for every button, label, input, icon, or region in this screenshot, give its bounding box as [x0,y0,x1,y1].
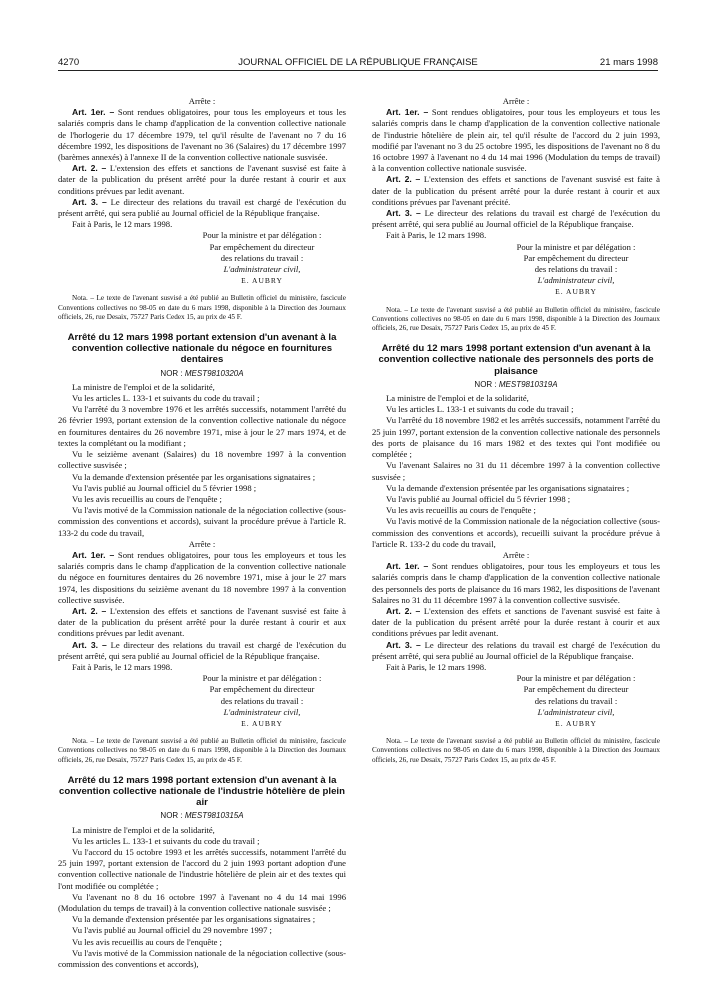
arrete-label: Arrête : [502,549,530,560]
nota-note: Nota. – Le texte de l'avenant susvisé a été publié au Bulletin officiel du ministère, fascicule Conventions collectives no 98-05 en date du 6 mars 1998, disponible à la Direction des Journaux officiels, 26, rue Desaix, 75727 Paris Cedex 15, au prix de 45 F. [58,737,346,764]
left-column [58,96,346,970]
nor-code: MESТ9810320A [184,368,244,378]
paragraph: Vu l'avis motivé de la Commission nationale de la négociation collective (sous-commission des conventions et accords), suivant la procédure prévue à l'article R. 133-2 du code du travail, [58,505,346,538]
nor-code: MEST9810315A [184,811,244,821]
paragraph: Vu les avis recueillis au cours de l'enquête ; [72,493,222,504]
article-number: Art. 3. – [386,208,421,219]
article-number: Art. 1er. – [72,107,115,118]
paragraph: Vu les articles L. 133-1 et suivants du code du travail ; [386,404,574,415]
article [58,550,346,606]
signature-line: des relations du travail : [220,252,304,263]
article-text: Sont rendues obligatoires, pour tous les employeurs et tous les salariés compris dans le champ d'application de la convention collective nationale de l'horlogerie du 17 décembre 1979, tel qu'il résulte de l'avenant no 7 du 16 décembre 1992, les dispositions de l'avenant no 36 (Salaires) du 17 décembre 1997 (barèmes annexés) à l'annexe II de la convention collective nationale susvisée. [58,107,347,163]
article-text: L'extension des effets et sanctions de l'avenant susvisé est faite à dater de la publication du présent arrêté pour la durée restant à courir et aux conditions prévues par l'avenant précité. [372,174,660,207]
signature-line: des relations du travail : [220,695,304,706]
journal-title: JOURNAL OFFICIEL DE LA RÉPUBLIQUE FRANÇAISE [238,57,478,68]
article-text: Le directeur des relations du travail est chargé de l'exécution du présent arrêté, qui sera publié au Journal officiel de la République française. [372,639,661,661]
arrete-label: Arrête : [502,96,530,106]
right-column [372,96,660,765]
arrete-label: Arrête : [188,96,216,106]
article-number: Art. 3. – [386,639,421,650]
paragraph: Vu les avis recueillis au cours de l'enquête ; [72,936,222,947]
article-number: Art. 2. – [72,163,107,174]
article [58,107,346,163]
nor-label: NOR : [474,379,499,389]
paragraph: Fait à Paris, le 12 mars 1998. [386,661,487,672]
signature-line: Pour la ministre et par délégation : [202,230,322,241]
signature-block [492,242,660,298]
signature-line: E. AUBRY [241,276,283,286]
decree-title: Arrêté du 12 mars 1998 portant extension d'un avenant à la convention collective nationale des personnels des ports de plaisance [378,343,654,377]
nor-code: MEST9810319A [498,379,558,389]
article-number: Art. 2. – [72,605,107,616]
article-text: Sont rendues obligatoires, pour tous les employeurs et tous les salariés compris dans le champ d'application de la convention collective nationale de l'industrie hôtelière de plein air, tel qu'il résulte de l'accord du 2 juin 1993, modifié par l'avenant no 3 du 25 octobre 1995, les dispositions de l'avenant no 8 du 16 octobre 1997 à l'avenant no 4 du 14 mai 1996 (Modulation du temps de travail) à la convention collective nationale susvisée. [372,107,661,174]
article [372,561,660,606]
header-rule [58,70,658,71]
signature-line: E. AUBRY [555,287,597,297]
signature-block [178,230,346,286]
paragraph: Vu l'avenant no 8 du 16 octobre 1997 à l'avenant no 4 du 14 mai 1996 (Modulation du temps de travail) à la convention collective nationale susvisée ; [58,891,346,914]
decree-title: Arrêté du 12 mars 1998 portant extension d'un avenant à la convention collective nationale de l'industrie hôtelière de plein air [59,774,345,809]
nor-reference [58,810,346,821]
paragraph: Vu l'avenant Salaires no 31 du 11 décembre 1997 à la convention collective susvisée ; [372,460,660,482]
paragraph: Vu l'avis motivé de la Commission nationale de la négociation collective (sous-commission des conventions et accords), [58,947,346,970]
paragraph: Vu les avis recueillis au cours de l'enquête ; [386,505,536,516]
article-text: Le directeur des relations du travail est chargé de l'exécution du présent arrêté, qui sera publié au Journal officiel de la République française. [372,208,661,230]
signature-line: E. AUBRY [241,718,283,728]
article-text: Le directeur des relations du travail est chargé de l'exécution du présent arrêté, qui sera publié au Journal officiel de la République française. [58,639,347,661]
article-number: Art. 2. – [386,174,421,185]
paragraph: Vu l'avis publié au Journal officiel du 5 février 1998 ; [72,482,257,493]
paragraph: Vu l'avis motivé de la Commission nationale de la négociation collective (sous-commission des conventions et accords), recueilli suivant la procédure prévue à l'article R. 133-2 du code du travail, [372,516,660,549]
paragraph: La ministre de l'emploi et de la solidarité, [386,393,529,404]
nor-reference [372,379,660,390]
paragraph: La ministre de l'emploi et de la solidarité, [72,824,215,835]
signature-line: Pour la ministre et par délégation : [516,241,636,252]
article [372,174,660,208]
signature-line: L'administrateur civil, [537,706,615,717]
signature-block [492,673,660,729]
signature-line: des relations du travail : [534,695,618,706]
article-number: Art. 2. – [386,605,421,616]
article-text: L'extension des effets et sanctions de l'avenant susvisé est faite à dater de la publication du présent arrêté pour la durée restant à courir et aux conditions prévues par ledit avenant. [58,163,346,196]
article-text: Le directeur des relations du travail est chargé de l'exécution du présent arrêté, qui sera publié au Journal officiel de la République française. [58,196,347,219]
article-text: Sont rendues obligatoires, pour tous les employeurs et tous les salariés compris dans le champ d'application de la convention collective nationale des personnels des ports de plaisance du 16 mars 1982, les dispositions de l'avenant Salaires no 31 du 11 décembre 1997 à la convention collective susvisée. [372,561,661,605]
nor-label: NOR : [160,368,185,378]
paragraph: Vu la demande d'extension présentée par les organisations signataires ; [386,482,630,493]
article-number: Art. 3. – [72,196,107,207]
signature-line: L'administrateur civil, [537,275,615,286]
nota-note: Nota. – Le texte de l'avenant susvisé a été publié au Bulletin officiel du ministère, fascicule Conventions collectives no 98-05 en date du 6 mars 1998, disponible à la Direction des Journaux officiels, 26, rue Desaix, 75727 Paris Cedex 15, au prix de 45 F. [372,737,660,764]
paragraph: Vu les articles L. 133-1 et suivants du code du travail ; [72,393,260,404]
signature-line: Par empêchement du directeur [523,684,629,695]
nota-note: Nota. – Le texte de l'avenant susvisé a été publié au Bulletin officiel du ministère, fascicule Conventions collectives no 98-05 en date du 6 mars 1998, disponible à la Direction des Journaux officiels, 26, rue Desaix, 75727 Paris Cedex 15, au prix de 45 F. [372,305,660,333]
signature-line: E. AUBRY [555,718,597,728]
paragraph: Vu les articles L. 133-1 et suivants du code du travail ; [72,835,260,846]
paragraph: La ministre de l'emploi et de la solidarité, [72,381,215,392]
arrete-label: Arrête : [188,538,216,549]
article [372,107,660,174]
paragraph: Fait à Paris, le 12 mars 1998. [386,230,487,241]
decree-title: Arrêté du 12 mars 1998 portant extension d'un avenant à la convention collective nationale du négoce en fournitures dentaires [67,332,337,366]
paragraph: Fait à Paris, le 12 mars 1998. [72,219,173,230]
paragraph: Vu la demande d'extension présentée par les organisations signataires ; [72,914,316,925]
article-number: Art. 1er. – [386,107,429,118]
article [372,208,660,230]
signature-line: L'administrateur civil, [223,706,301,717]
article [372,640,660,662]
paragraph: Vu l'accord du 15 octobre 1993 et les arrêtés successifs, notamment l'arrêté du 25 juin 1997, portant extension de l'accord du 2 juin 1993 portant adoption d'une convention collective nationale de l'industrie hôtelière de plein air et des textes qui l'ont modifiée ou complétée ; [58,847,346,891]
article [58,163,346,197]
article [372,606,660,640]
article-text: Sont rendues obligatoires, pour tous les employeurs et tous les salariés compris dans le champ d'application de la convention collective nationale du négoce en fournitures dentaires du 26 novembre 1971, mise à jour le 27 mars 1974, les dispositions du seizième avenant du 18 novembre 1997 à la convention collective susvisée. [58,549,347,605]
nota-note: Nota. – Le texte de l'avenant susvisé a été publié au Bulletin officiel du ministère, fascicule Conventions collectives no 98-05 en date du 6 mars 1998, disponible à la Direction des Journaux officiels, 26, rue Desaix, 75727 Paris Cedex 15, au prix de 45 F. [58,294,346,321]
article-number: Art. 3. – [72,639,107,650]
nor-reference [58,368,346,379]
signature-line: Pour la ministre et par délégation : [202,673,322,684]
issue-date: 21 mars 1998 [599,57,658,68]
paragraph: Fait à Paris, le 12 mars 1998. [72,661,173,672]
article-number: Art. 1er. – [72,549,115,560]
paragraph: Vu l'arrêté du 3 novembre 1976 et les arrêtés successifs, notamment l'arrêté du 26 février 1993, portant extension de la convention collective nationale du négoce en fournitures dentaires du 26 novembre 1971, mise à jour le 27 mars 1974, et de textes la complétant ou la modifiant ; [58,404,346,448]
page-number: 4270 [58,57,80,68]
signature-line: Par empêchement du directeur [523,252,629,263]
article [58,606,346,640]
paragraph: Vu la demande d'extension présentée par les organisations signataires ; [72,471,316,482]
signature-line: L'administrateur civil, [223,264,301,275]
signature-line: Par empêchement du directeur [209,684,315,695]
paragraph: Vu le seizième avenant (Salaires) du 18 novembre 1997 à la convention collective susvisée ; [58,449,346,471]
paragraph: Vu l'avis publié au Journal officiel du 29 novembre 1997 ; [72,925,272,936]
article-text: L'extension des effets et sanctions de l'avenant susvisé est faite à dater de la publication du présent arrêté pour la durée restant à courir et aux conditions prévues par ledit avenant. [58,605,346,639]
signature-line: Par empêchement du directeur [209,241,315,252]
paragraph: Vu l'avis publié au Journal officiel du 5 février 1998 ; [386,493,571,504]
nor-label: NOR : [160,811,185,821]
signature-block [178,673,346,729]
signature-line: Pour la ministre et par délégation : [516,673,636,684]
article [58,197,346,219]
article-text: L'extension des effets et sanctions de l'avenant susvisé est faite à dater de la publication du présent arrêté pour la durée restant à courir et aux conditions prévues par ledit avenant. [372,605,660,639]
article-number: Art. 1er. – [386,561,429,572]
article [58,640,346,662]
signature-line: des relations du travail : [534,264,618,275]
paragraph: Vu l'arrêté du 18 novembre 1982 et les arrêtés successifs, notamment l'arrêté du 25 juin 1997, portant extension de la convention collective nationale des personnels des ports de plaisance du 16 mars 1982 et des textes qui l'ont modifiée ou complétée ; [372,415,660,460]
